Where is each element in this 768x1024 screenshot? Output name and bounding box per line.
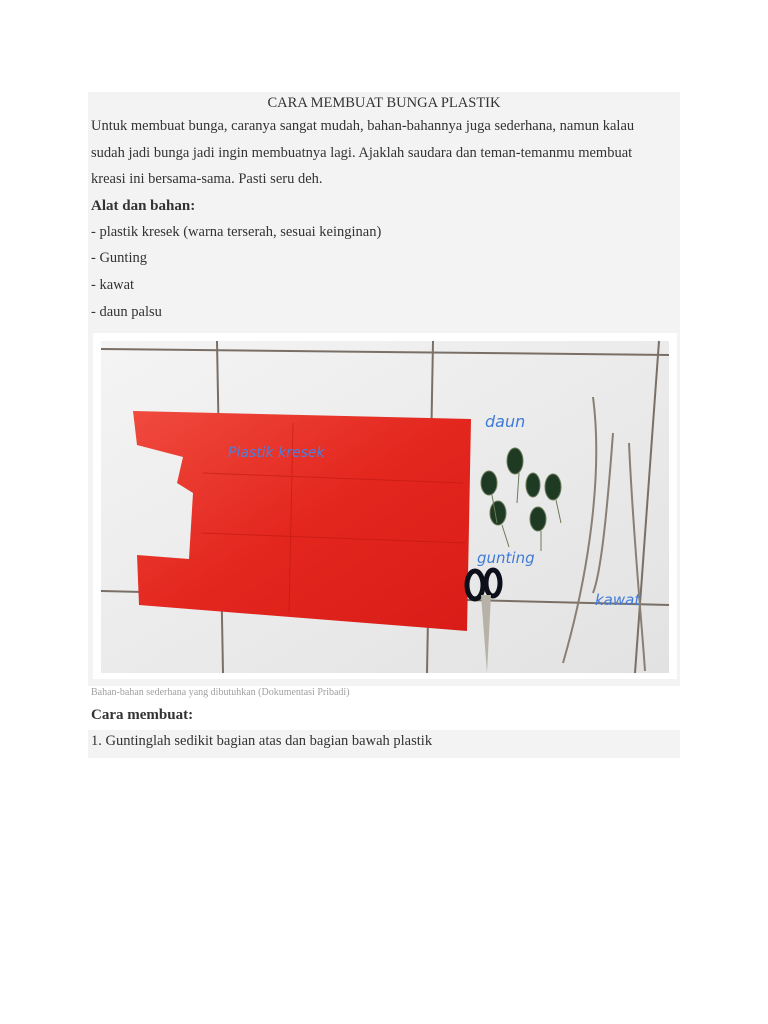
page-title: CARA MEMBUAT BUNGA PLASTIK xyxy=(267,95,501,111)
photo-frame xyxy=(88,326,680,686)
label-bag: Plastik kresek xyxy=(228,444,325,461)
materials-item: - Gunting xyxy=(91,250,147,267)
intro-paragraph xyxy=(88,113,680,193)
label-scissors: gunting xyxy=(477,548,535,567)
document-body xyxy=(88,92,680,758)
text-block xyxy=(88,92,680,686)
materials-photo xyxy=(93,333,677,679)
materials-heading: Alat dan bahan: xyxy=(91,197,196,214)
materials-item: - daun palsu xyxy=(91,303,162,320)
materials-item: - plastik kresek (warna terserah, sesuai keinginan) xyxy=(91,223,382,240)
label-leaves: daun xyxy=(485,411,526,431)
intro-line: sudah jadi bunga jadi ingin membuatnya lagi. Ajaklah saudara dan teman-temanmu membuat xyxy=(91,144,633,161)
intro-line: kreasi ini bersama-sama. Pasti seru deh. xyxy=(91,171,323,187)
step-item: 1. Guntinglah sedikit bagian atas dan bagian bawah plastik xyxy=(88,730,680,758)
materials-item: - kawat xyxy=(91,277,135,294)
intro-line: Untuk membuat bunga, caranya sangat mudah, bahan-bahannya juga sederhana, namun kalau xyxy=(91,118,635,134)
label-wire: kawat xyxy=(595,590,641,609)
steps-heading: Cara membuat: xyxy=(88,700,680,730)
photo-caption: Bahan-bahan sederhana yang dibutuhkan (Dokumentasi Pribadi) xyxy=(88,686,680,700)
